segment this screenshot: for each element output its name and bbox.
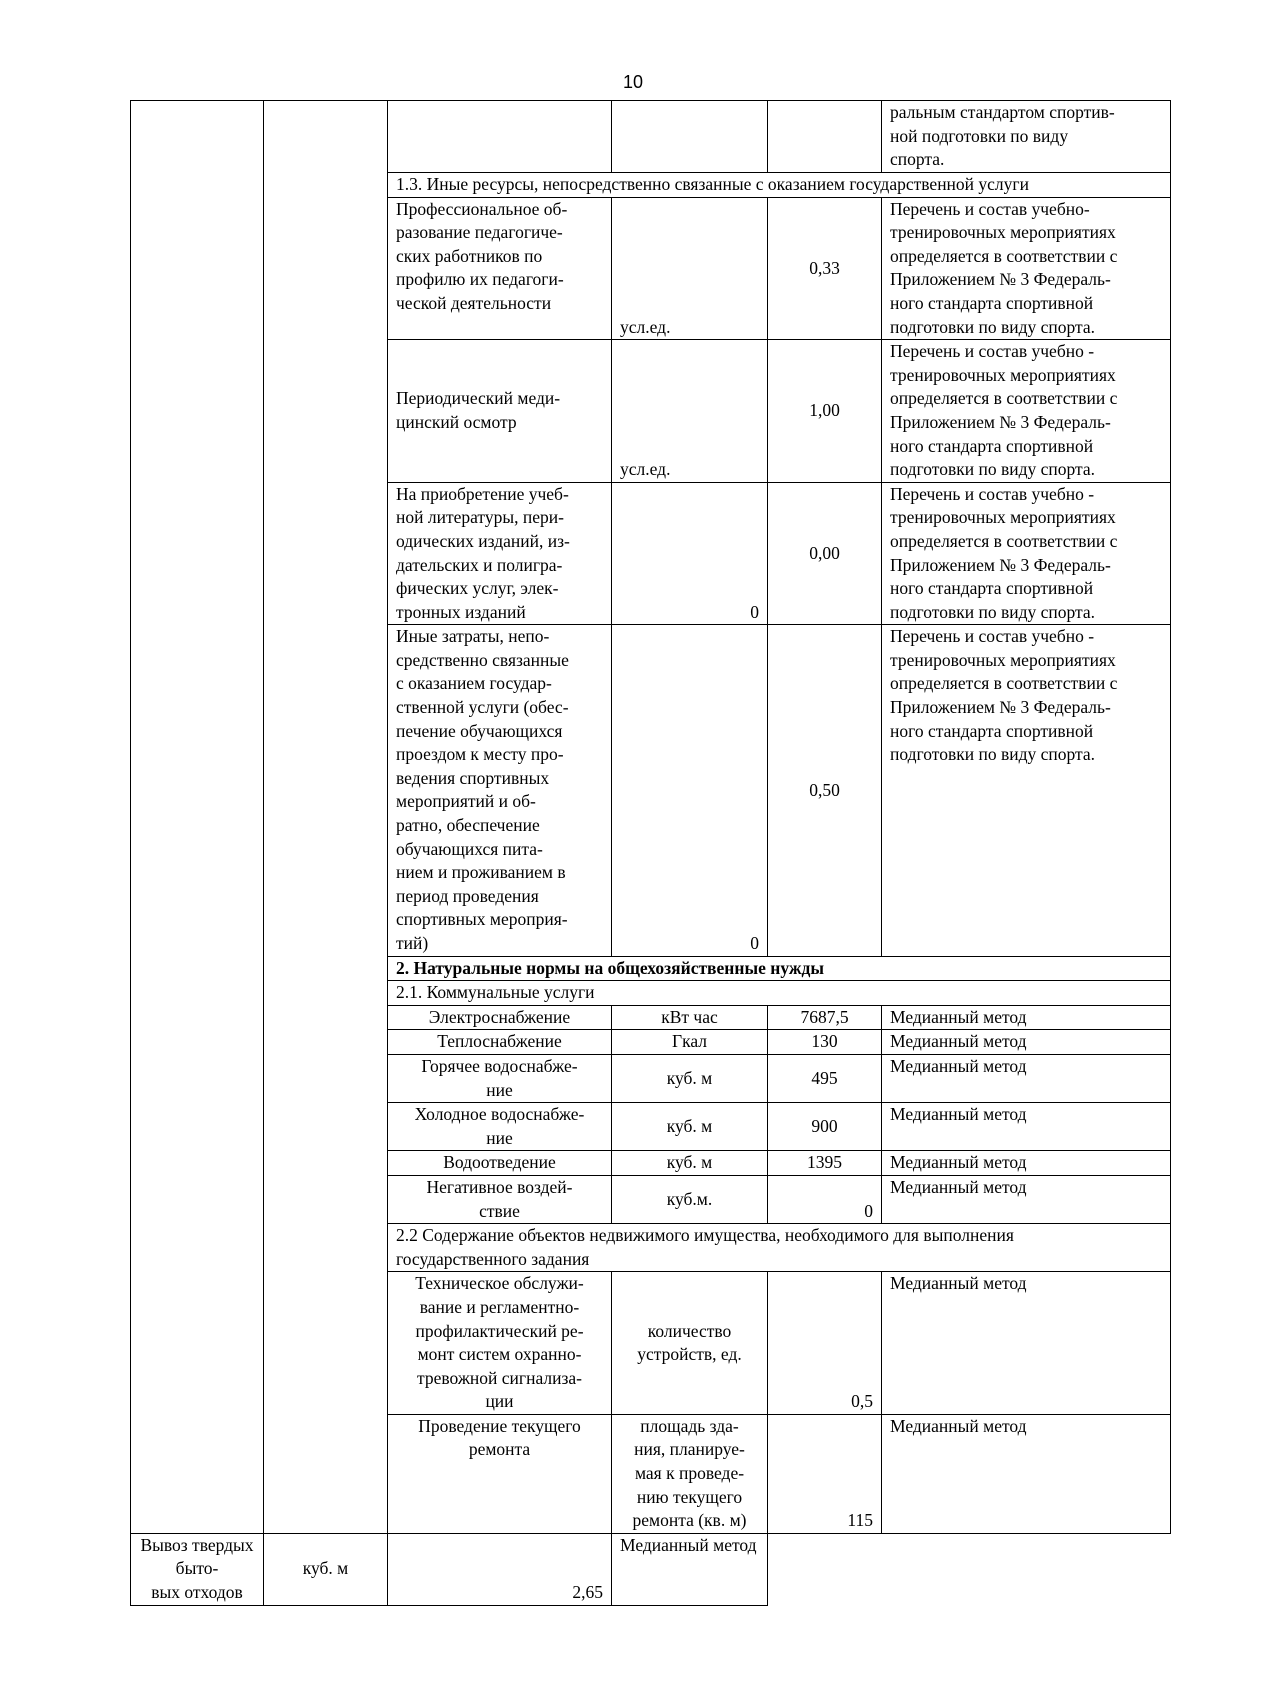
property-unit: куб. м: [264, 1533, 388, 1605]
property-name: Вывоз твердых быто- вых отходов: [131, 1533, 264, 1605]
cell-empty: [612, 101, 768, 173]
norms-table-wrapper: [130, 100, 1170, 1603]
resource-value: 1,00: [768, 340, 882, 483]
utility-unit: куб. м: [612, 1103, 768, 1151]
property-method: Медианный метод: [882, 1414, 1171, 1533]
property-value: 0,5: [768, 1272, 882, 1415]
cell-empty: [388, 101, 612, 173]
resource-name: На приобретение учеб- ной литературы, пери- одических изданий, из- дательских и полигра- фических услуг, элек- тронных изданий: [388, 482, 612, 625]
page-number: 10: [622, 72, 644, 92]
utility-name: Водоотведение: [388, 1151, 612, 1176]
utility-method: Медианный метод: [882, 1151, 1171, 1176]
resource-value: 0,00: [768, 482, 882, 625]
property-name: Проведение текущего ремонта: [388, 1414, 612, 1533]
section-2-1-title: 2.1. Коммунальные услуги: [388, 981, 1171, 1006]
resource-name: Иные затраты, непо- средственно связанные с оказанием государ- ственной услуги (обес- печение обучающихся проездом к месту про- ведения спортивных мероприятий и об- ратно, обеспечение обучающихся пита- нием и проживанием в период проведения спортивных мероприя- тий): [388, 625, 612, 956]
utility-name: Негативное воздей- ствие: [388, 1175, 612, 1223]
property-row: [131, 1533, 1171, 1605]
resource-unit: 0: [612, 482, 768, 625]
utility-name: Теплоснабжение: [388, 1030, 612, 1055]
property-unit: площадь зда- ния, планируе- мая к проведе- нию текущего ремонта (кв. м): [612, 1414, 768, 1533]
outer-col-1: [131, 101, 264, 1534]
continuation-note: ральным стандартом спортив- ной подготовки по виду спорта.: [882, 101, 1171, 173]
utility-method: Медианный метод: [882, 1175, 1171, 1223]
property-method: Медианный метод: [612, 1533, 768, 1605]
utility-method: Медианный метод: [882, 1005, 1171, 1030]
section-2-title: 2. Натуральные нормы на общехозяйственные нужды: [388, 956, 1171, 981]
utility-name: Электроснабжение: [388, 1005, 612, 1030]
section-2-2-title: 2.2 Содержание объектов недвижимого имущества, необходимого для выполнения государственного задания: [388, 1224, 1171, 1272]
property-value: 2,65: [388, 1533, 612, 1605]
utility-method: Медианный метод: [882, 1054, 1171, 1102]
resource-name: Профессиональное об- разование педагогиче- ских работников по профилю их педагоги- ческой деятельности: [388, 197, 612, 340]
utility-value: 0: [768, 1175, 882, 1223]
utility-method: Медианный метод: [882, 1103, 1171, 1151]
utility-unit: Гкал: [612, 1030, 768, 1055]
property-name: Техническое обслужи- вание и регламентно- профилактический ре- монт систем охранно- тревожной сигнализа- ции: [388, 1272, 612, 1415]
resource-note: Перечень и состав учебно - тренировочных мероприятиях определяется в соответствии с Приложением № 3 Федераль- ного стандарта спортивной подготовки по виду спорта.: [882, 625, 1171, 956]
resource-note: Перечень и состав учебно- тренировочных мероприятиях определяется в соответствии с Приложением № 3 Федераль- ного стандарта спортивной подготовки по виду спорта.: [882, 197, 1171, 340]
outer-col-2: [264, 101, 388, 1534]
cell-empty: [768, 101, 882, 173]
property-value: 115: [768, 1414, 882, 1533]
utility-name: Горячее водоснабже- ние: [388, 1054, 612, 1102]
norms-table: [130, 100, 1171, 1606]
utility-value: 495: [768, 1054, 882, 1102]
resource-value: 0,50: [768, 625, 882, 956]
utility-value: 1395: [768, 1151, 882, 1176]
resource-unit: усл.ед.: [612, 340, 768, 483]
resource-unit: 0: [612, 625, 768, 956]
utility-unit: куб.м.: [612, 1175, 768, 1223]
resource-name: Периодический меди- цинский осмотр: [388, 340, 612, 483]
utility-unit: кВт час: [612, 1005, 768, 1030]
resource-note: Перечень и состав учебно - тренировочных мероприятиях определяется в соответствии с Приложением № 3 Федераль- ного стандарта спортивной подготовки по виду спорта.: [882, 482, 1171, 625]
utility-name: Холодное водоснабже- ние: [388, 1103, 612, 1151]
section-1-3-title: 1.3. Иные ресурсы, непосредственно связанные с оказанием государственной услуги: [388, 173, 1171, 198]
utility-value: 900: [768, 1103, 882, 1151]
utility-value: 130: [768, 1030, 882, 1055]
continuation-row: [131, 101, 1171, 173]
resource-unit: усл.ед.: [612, 197, 768, 340]
property-method: Медианный метод: [882, 1272, 1171, 1415]
utility-method: Медианный метод: [882, 1030, 1171, 1055]
utility-unit: куб. м: [612, 1054, 768, 1102]
property-unit: количество устройств, ед.: [612, 1272, 768, 1415]
resource-value: 0,33: [768, 197, 882, 340]
resource-note: Перечень и состав учебно - тренировочных мероприятиях определяется в соответствии с Приложением № 3 Федераль- ного стандарта спортивной подготовки по виду спорта.: [882, 340, 1171, 483]
utility-unit: куб. м: [612, 1151, 768, 1176]
utility-value: 7687,5: [768, 1005, 882, 1030]
